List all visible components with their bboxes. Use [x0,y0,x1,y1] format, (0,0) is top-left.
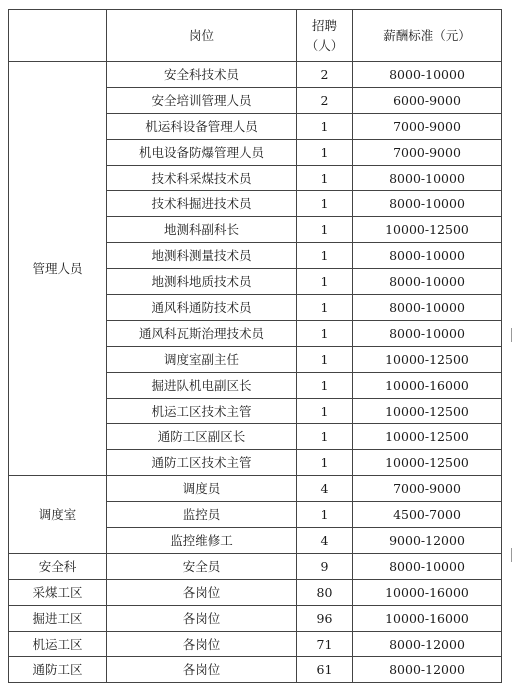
department-cell: 采煤工区 [9,579,107,605]
position-cell: 通防工区技术主管 [107,450,297,476]
department-cell: 调度室 [9,476,107,554]
header-count-line2: （人） [305,37,344,53]
salary-cell: 8000-10000 [353,191,502,217]
count-cell: 4 [297,476,353,502]
salary-cell: 8000-10000 [353,269,502,295]
salary-cell: 8000-10000 [353,553,502,579]
count-cell: 96 [297,605,353,631]
count-cell: 80 [297,579,353,605]
salary-cell: 7000-9000 [353,113,502,139]
position-cell: 安全员 [107,553,297,579]
count-cell: 2 [297,87,353,113]
count-cell: 2 [297,62,353,88]
count-cell: 1 [297,372,353,398]
count-cell: 1 [297,346,353,372]
salary-cell: 10000-12500 [353,450,502,476]
count-cell: 1 [297,191,353,217]
table-row [9,631,502,657]
salary-cell: 8000-10000 [353,295,502,321]
department-cell: 通防工区 [9,657,107,683]
count-cell: 4 [297,528,353,554]
department-cell: 安全科 [9,553,107,579]
salary-cell: 7000-9000 [353,139,502,165]
position-cell: 机运科设备管理人员 [107,113,297,139]
salary-cell: 8000-10000 [353,320,502,346]
count-cell: 9 [297,553,353,579]
salary-cell: 8000-10000 [353,165,502,191]
table-row [9,476,502,502]
salary-cell: 10000-16000 [353,372,502,398]
position-cell: 调度室副主任 [107,346,297,372]
salary-cell: 7000-9000 [353,476,502,502]
count-cell: 1 [297,424,353,450]
salary-cell: 8000-10000 [353,62,502,88]
position-cell: 机电设备防爆管理人员 [107,139,297,165]
salary-cell: 10000-12500 [353,346,502,372]
salary-cell: 6000-9000 [353,87,502,113]
position-cell: 监控员 [107,502,297,528]
position-cell: 地测科副科长 [107,217,297,243]
header-count-text [306,16,344,55]
department-cell: 掘进工区 [9,605,107,631]
table-header-row [9,10,502,62]
count-cell: 1 [297,450,353,476]
salary-cell: 8000-10000 [353,243,502,269]
salary-cell: 9000-12000 [353,528,502,554]
position-cell: 机运工区技术主管 [107,398,297,424]
salary-cell: 8000-12000 [353,631,502,657]
position-cell: 各岗位 [107,605,297,631]
count-cell: 1 [297,502,353,528]
table-row [9,579,502,605]
count-cell: 1 [297,295,353,321]
table-row [9,657,502,683]
table-row [9,553,502,579]
position-cell: 通风科瓦斯治理技术员 [107,320,297,346]
count-cell: 61 [297,657,353,683]
count-cell: 71 [297,631,353,657]
header-count [297,10,353,62]
department-cell: 管理人员 [9,62,107,476]
position-cell: 通防工区副区长 [107,424,297,450]
position-cell: 地测科测量技术员 [107,243,297,269]
salary-cell: 4500-7000 [353,502,502,528]
salary-cell: 10000-12500 [353,424,502,450]
table-row [9,605,502,631]
salary-cell: 10000-16000 [353,605,502,631]
salary-cell: 10000-12500 [353,217,502,243]
count-cell: 1 [297,113,353,139]
count-cell: 1 [297,243,353,269]
salary-cell: 8000-12000 [353,657,502,683]
position-cell: 各岗位 [107,631,297,657]
position-cell: 掘进队机电副区长 [107,372,297,398]
count-cell: 1 [297,217,353,243]
position-cell: 安全科技术员 [107,62,297,88]
count-cell: 1 [297,398,353,424]
header-salary: 薪酬标准（元） [353,10,502,62]
recruitment-table [8,9,502,683]
table-row [9,62,502,88]
header-position: 岗位 [107,10,297,62]
position-cell: 技术科采煤技术员 [107,165,297,191]
table-body [9,62,502,683]
position-cell: 安全培训管理人员 [107,87,297,113]
position-cell: 监控维修工 [107,528,297,554]
count-cell: 1 [297,165,353,191]
position-cell: 调度员 [107,476,297,502]
position-cell: 技术科掘进技术员 [107,191,297,217]
position-cell: 地测科地质技术员 [107,269,297,295]
count-cell: 1 [297,139,353,165]
count-cell: 1 [297,269,353,295]
position-cell: 通风科通防技术员 [107,295,297,321]
count-cell: 1 [297,320,353,346]
department-cell: 机运工区 [9,631,107,657]
salary-cell: 10000-12500 [353,398,502,424]
position-cell: 各岗位 [107,579,297,605]
header-department [9,10,107,62]
salary-cell: 10000-16000 [353,579,502,605]
position-cell: 各岗位 [107,657,297,683]
header-count-line1: 招聘 [311,18,337,34]
